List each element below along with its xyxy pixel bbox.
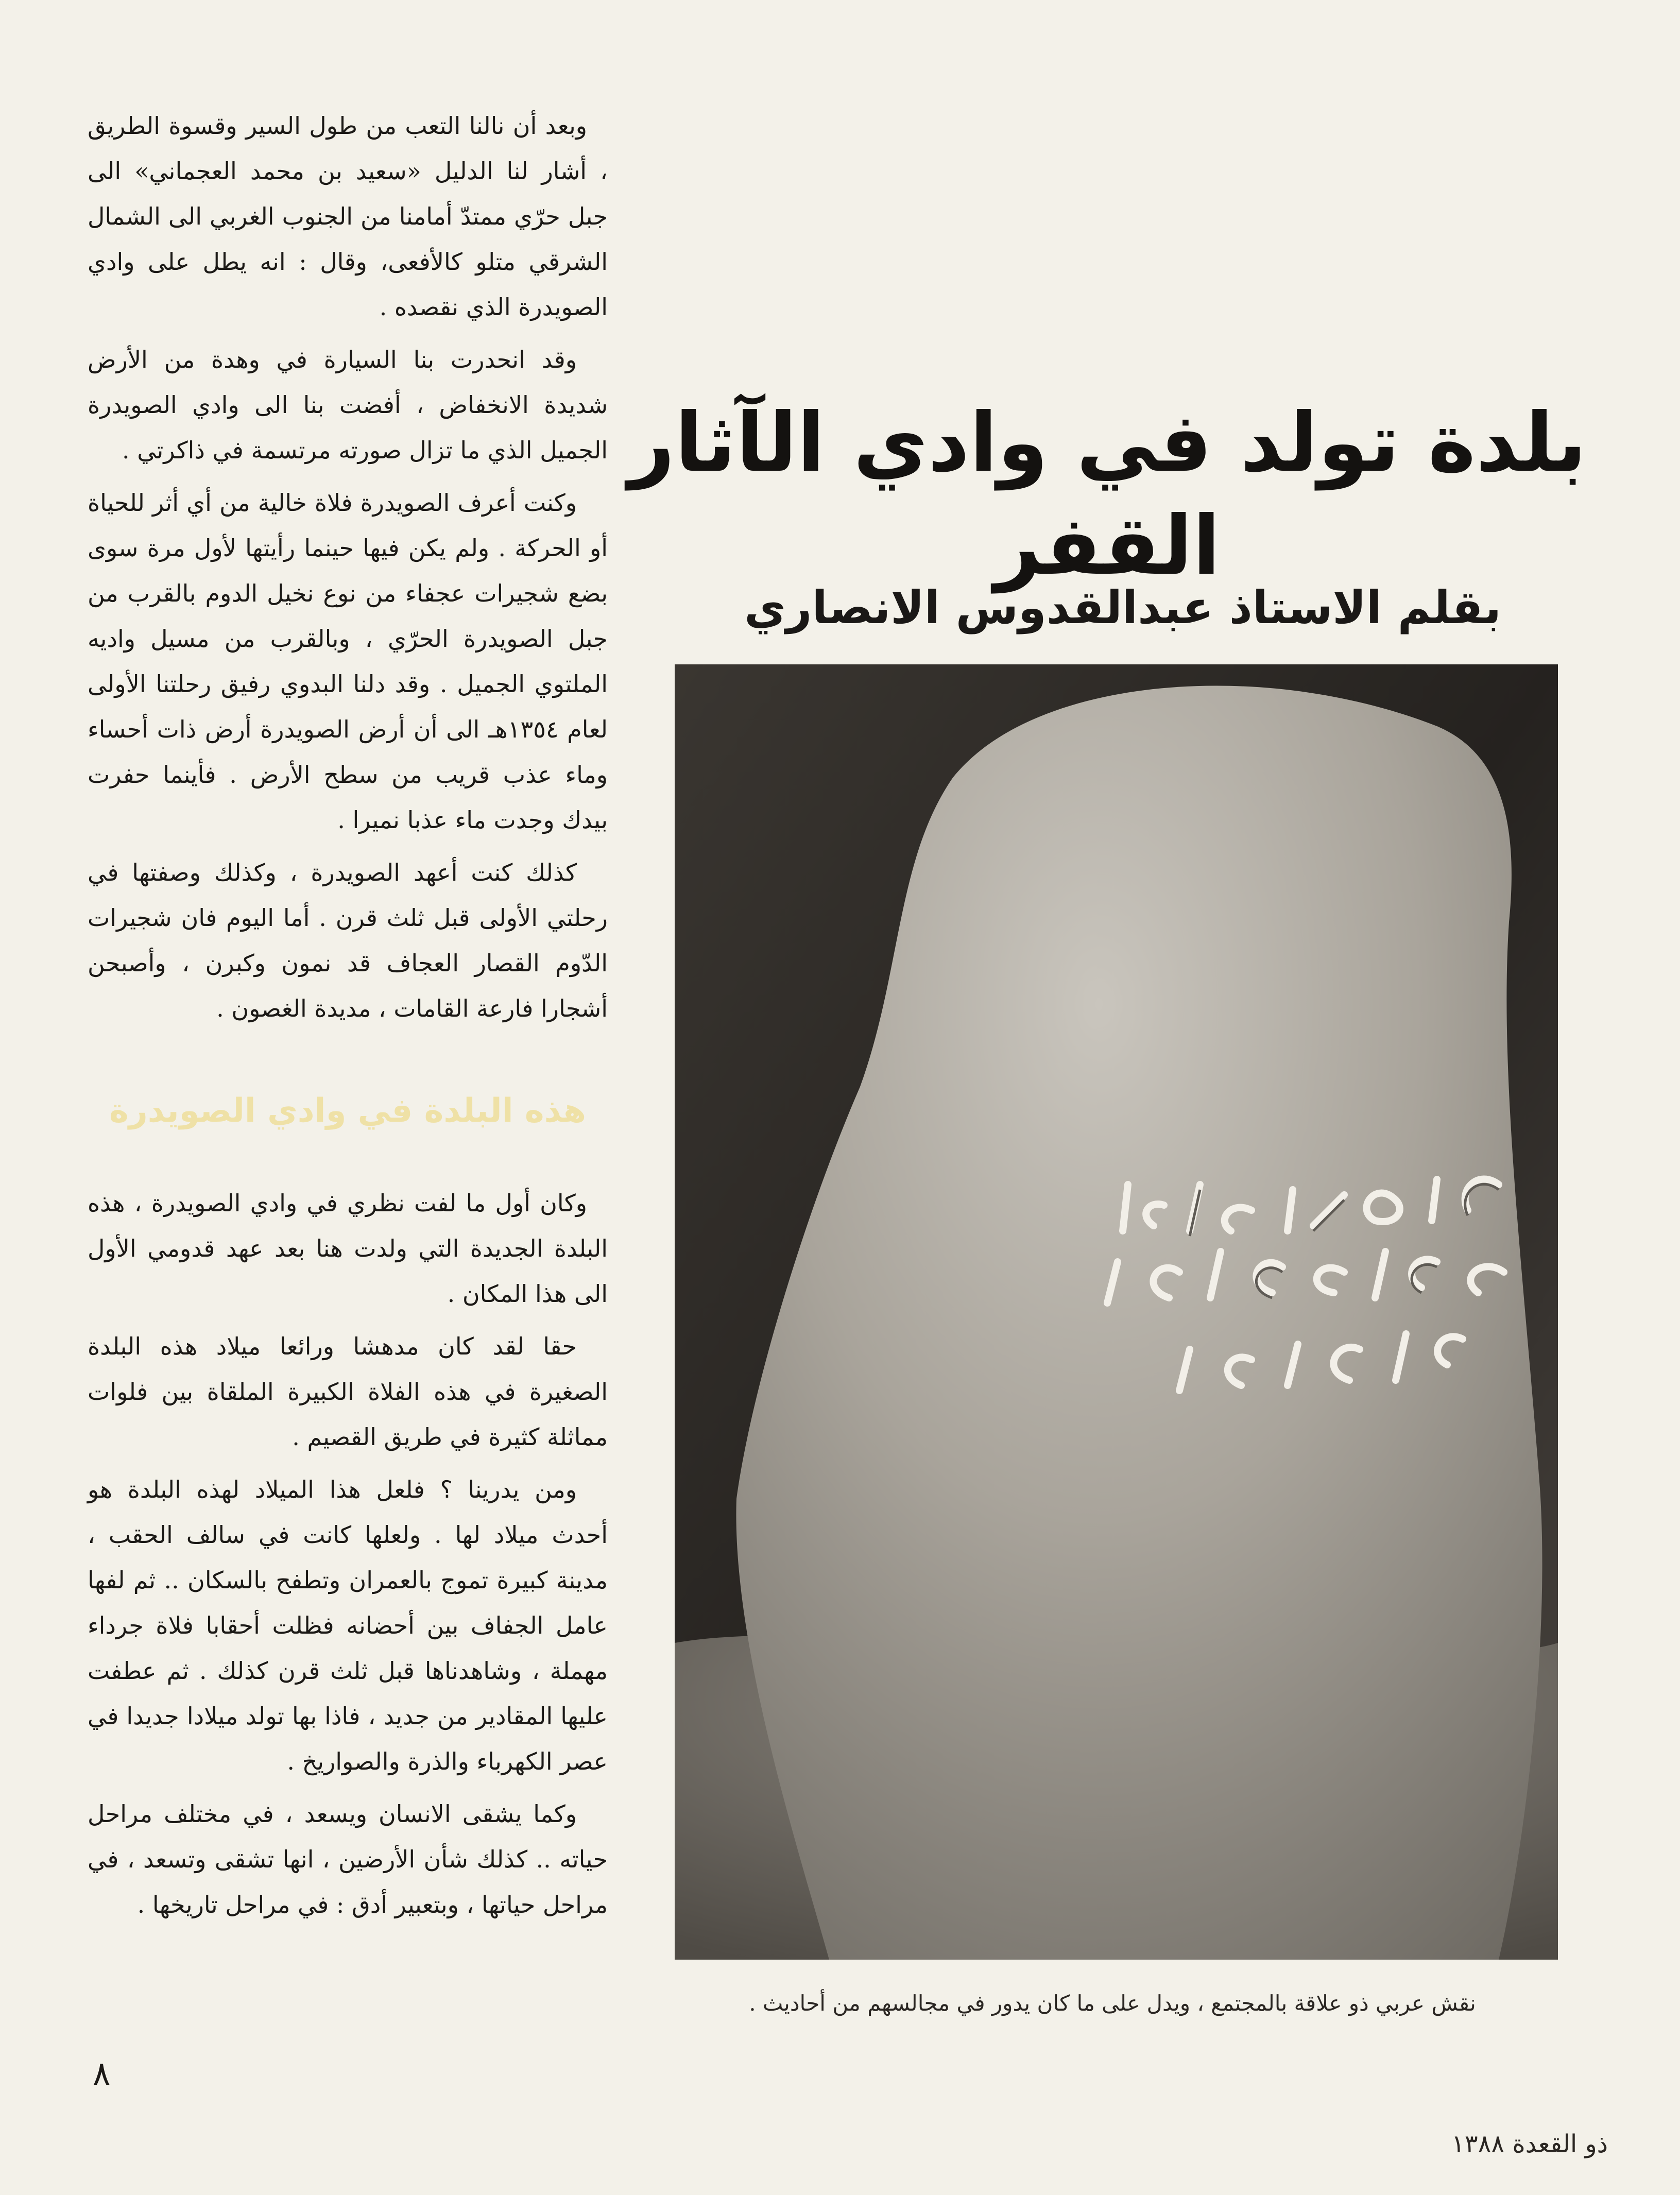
body-paragraph: وقد انحدرت بنا السيارة في وهدة من الأرض شديدة الانخفاض ، أفضت بنا الى وادي الصويدرة الجميل الذي ما تزال صورته مرتسمة في ذاكرتي . bbox=[88, 346, 608, 464]
page-number: ٨ bbox=[93, 2055, 111, 2093]
body-paragraph: ومن يدرينا ؟ فلعل هذا الميلاد لهذه البلدة هو أحدث ميلاد لها . ولعلها كانت في سالف الحقب ، مدينة كبيرة تموج بالعمران وتطفح بالسكان .. ثم لفها عامل الجفاف بين أحضانه فظلت أحقابا فلاة جرداء مهملة ، وشاهدناها قبل ثلث قرن كذلك . ثم عطفت عليها المقادير من جديد ، فاذا بها تولد ميلادا جديدا في عصر الكهرباء والذرة والصواريخ . bbox=[88, 1476, 608, 1775]
body-paragraph: حقا لقد كان مدهشا ورائعا ميلاد هذه البلدة الصغيرة في هذه الفلاة الكبيرة الملقاة بين فلوات مماثلة كثيرة في طريق القصيم . bbox=[88, 1332, 608, 1451]
article-body-column bbox=[88, 103, 608, 1934]
issue-date: ذو القعدة ١٣٨٨ bbox=[1451, 2130, 1608, 2158]
body-paragraph: وكما يشقى الانسان ويسعد ، في مختلف مراحل حياته .. كذلك شأن الأرضين ، انها تشقى وتسعد ، في مراحل حياتها ، وبتعبير أدق : في مراحل تاريخها . bbox=[88, 1800, 608, 1918]
body-paragraph: وكان أول ما لفت نظري في وادي الصويدرة ، هذه البلدة الجديدة التي ولدت هنا بعد عهد قدومي الأول الى هذا المكان . bbox=[88, 1189, 608, 1308]
body-paragraph: كذلك كنت أعهد الصويدرة ، وكذلك وصفتها في رحلتي الأولى قبل ثلث قرن . أما اليوم فان شجيرات الدّوم القصار العجاف قد نمون وكبرن ، وأصبحن أشجارا فارعة القامات ، مديدة الغصون . bbox=[88, 859, 608, 1022]
article-title: بلدة تولد في وادي الآثار القفر bbox=[628, 396, 1587, 593]
inscription-photo bbox=[675, 664, 1558, 1960]
section-subheading: هذه البلدة في وادي الصويدرة bbox=[109, 1092, 586, 1130]
stone-photo-illustration bbox=[675, 664, 1558, 1960]
photo-caption: نقش عربي ذو علاقة بالمجتمع ، ويدل على ما كان يدور في مجالسهم من أحاديث . bbox=[749, 1991, 1476, 2016]
body-paragraph: وبعد أن نالنا التعب من طول السير وقسوة الطريق ، أشار لنا الدليل «سعيد بن محمد العجماني» الى جبل حرّي ممتدّ أمامنا من الجنوب الغربي الى الشمال الشرقي متلو كالأفعى، وقال : انه يطل على وادي الصويدرة الذي نقصده . bbox=[88, 112, 608, 321]
body-paragraph: وكنت أعرف الصويدرة فلاة خالية من أي أثر للحياة أو الحركة . ولم يكن فيها حينما رأيتها لأول مرة سوى بضع شجيرات عجفاء من نوع نخيل الدوم بالقرب من جبل الصويدرة الحرّي ، وبالقرب من مسيل واديه الملتوي الجميل . وقد دلنا البدوي رفيق رحلتنا الأولى لعام ١٣٥٤هـ الى أن أرض الصويدرة أرض ذات أحساء وماء عذب قريب من سطح الأرض . فأينما حفرت بيدك وجدت ماء عذبا نميرا . bbox=[88, 489, 608, 834]
article-byline: بقلم الاستاذ عبدالقدوس الانصاري bbox=[744, 581, 1501, 634]
